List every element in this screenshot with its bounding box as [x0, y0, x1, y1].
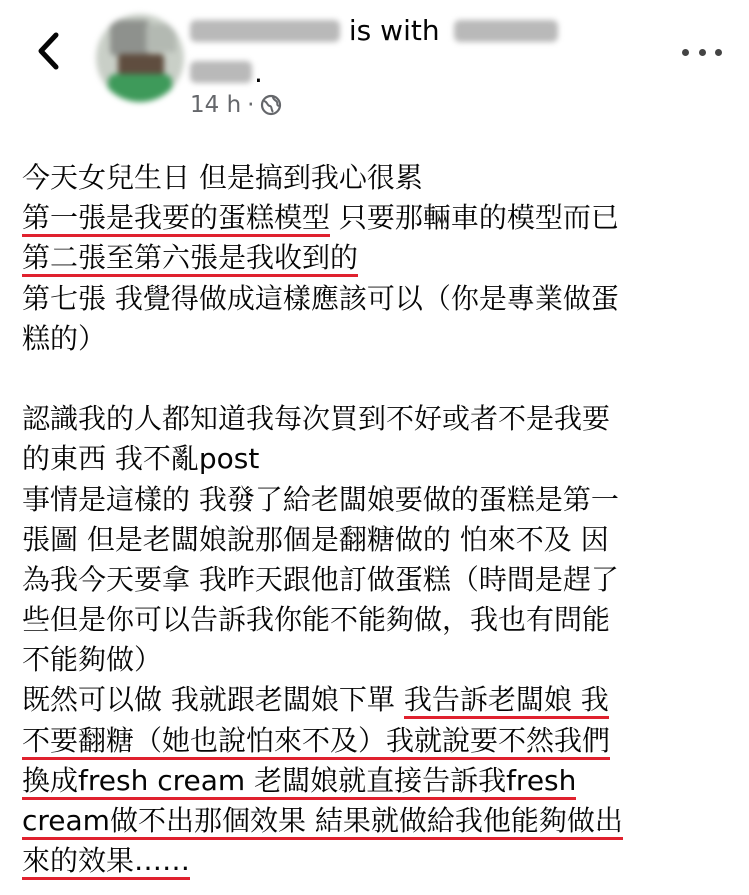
more-options-button[interactable]	[682, 40, 722, 64]
post-meta	[190, 92, 282, 118]
post-line	[22, 238, 732, 278]
post-line	[22, 721, 732, 761]
more-dot	[699, 49, 706, 56]
author-line	[190, 10, 558, 51]
highlighted-text: 第一張是我要的蛋糕模型	[22, 201, 330, 237]
post-line: 第七張 我覺得做成這樣應該可以（你是專業做蛋	[22, 281, 619, 315]
author-line-2: .	[190, 52, 263, 92]
post-line	[22, 801, 732, 841]
more-dot	[682, 49, 689, 56]
post-header	[0, 0, 749, 140]
post-line: 認識我的人都知道我每次買到不好或者不是我要	[22, 402, 611, 436]
post-line: 為我今天要拿 我昨天跟他訂做蛋糕（時間是趕了	[22, 562, 619, 596]
post-line	[22, 841, 732, 881]
post-text	[22, 158, 732, 881]
highlighted-text: 我告訴老闆娘 我	[404, 683, 609, 719]
timestamp[interactable]: 14 h	[190, 92, 242, 118]
highlighted-text: 來的效果……	[22, 844, 190, 880]
tagged-name-blurred[interactable]	[454, 20, 558, 42]
post-line: 事情是這樣的 我發了給老闆娘要做的蛋糕是第一	[22, 482, 619, 516]
highlighted-text: 換成fresh cream 老闆娘就直接告訴我fresh	[22, 764, 576, 800]
paragraph-gap	[22, 359, 732, 399]
highlighted-text: cream做不出那個效果 結果就做給我他能夠做出	[22, 804, 623, 840]
with-text: is with	[348, 14, 440, 47]
post-line: 第一張是我要的蛋糕模型 只要那輛車的模型而已	[22, 198, 732, 238]
back-button[interactable]	[28, 28, 68, 74]
tagged-name-blurred-2[interactable]	[190, 61, 252, 83]
post-line	[22, 761, 732, 801]
more-dot	[715, 49, 722, 56]
chevron-left-icon	[36, 31, 60, 71]
post-line: 張圖 但是老闆娘說那個是翻糖做的 怕來不及 因	[22, 522, 609, 556]
post-line: 糕的）	[22, 321, 107, 355]
post-line: 不能夠做）	[22, 643, 163, 677]
highlighted-text: 第二張至第六張是我收到的	[22, 241, 358, 277]
post-line: 今天女兒生日 但是搞到我心很累	[22, 161, 423, 194]
highlighted-text: 不要翻糖（她也說怕來不及）我就說要不然我們	[22, 724, 610, 760]
globe-icon	[260, 94, 282, 116]
author-name-blurred[interactable]	[190, 20, 340, 42]
meta-separator: ·	[247, 92, 255, 118]
post-line: 些但是你可以告訴我你能不能夠做，我也有問能	[22, 603, 611, 637]
avatar[interactable]	[96, 14, 184, 102]
post-line: 的東西 我不亂post	[22, 442, 260, 476]
post-line: 既然可以做 我就跟老闆娘下單 我告訴老闆娘 我	[22, 680, 732, 720]
